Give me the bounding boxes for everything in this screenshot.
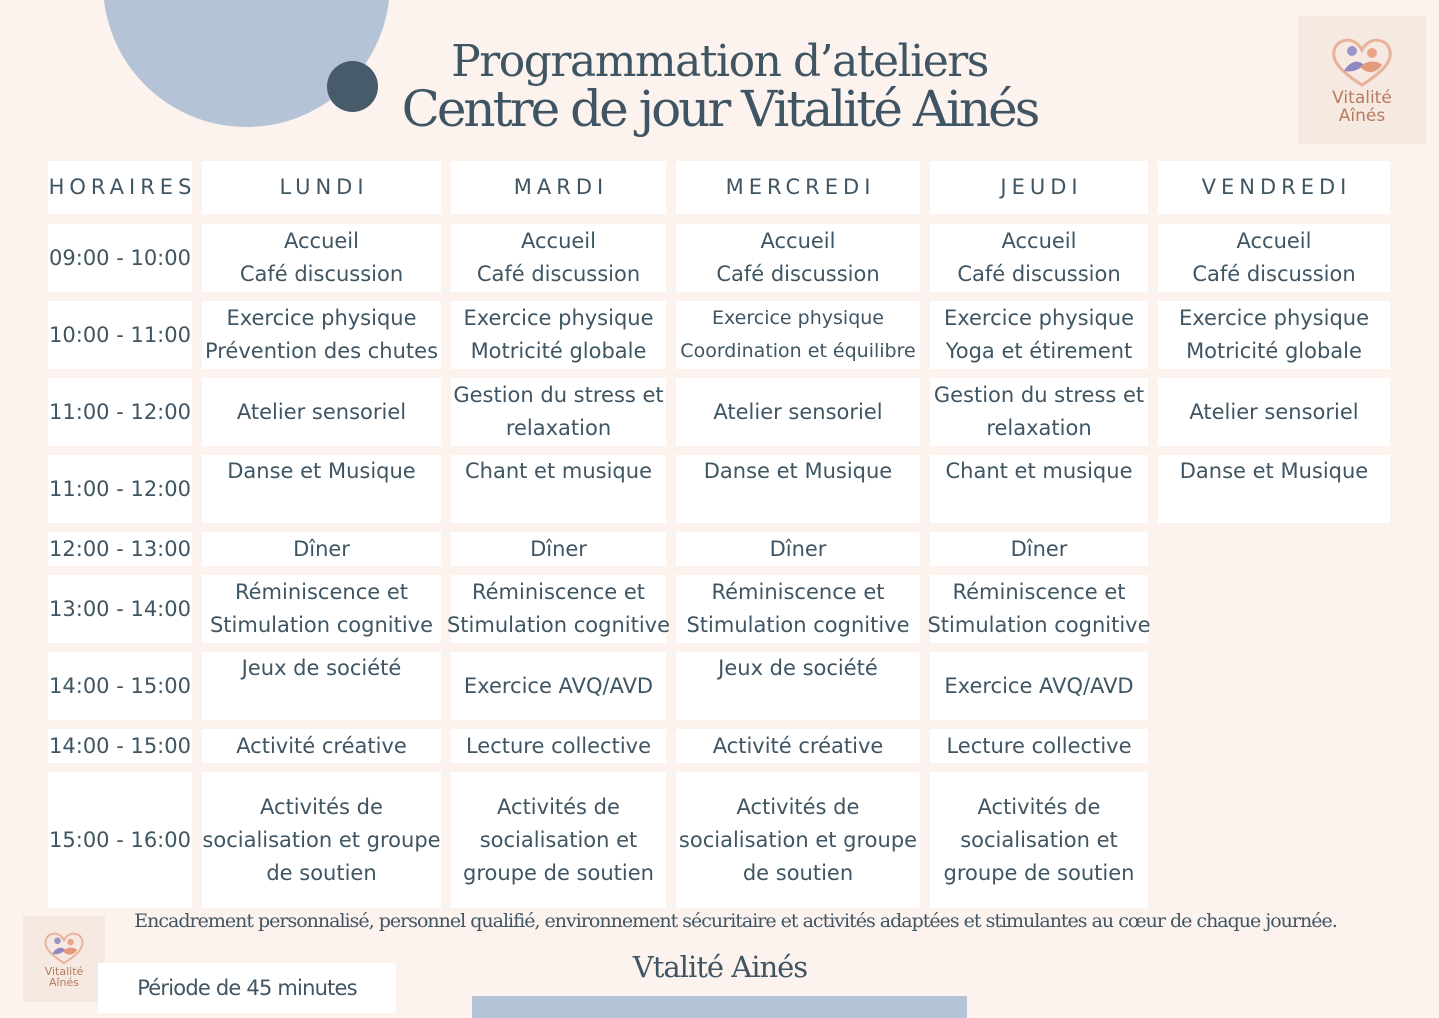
activity-line: Gestion du stress et bbox=[933, 383, 1145, 407]
activity-text bbox=[463, 791, 654, 890]
activity-text bbox=[1179, 302, 1369, 368]
activity-cell-vendredi bbox=[1158, 301, 1390, 369]
activity-cell-lundi bbox=[202, 301, 441, 369]
activity-line: Accueil bbox=[1001, 229, 1077, 253]
activity-line: Activité créative bbox=[236, 733, 407, 758]
activity-line: Atelier sensoriel bbox=[1189, 399, 1359, 424]
page-title-line2: Centre de jour Vitalité Ainés bbox=[401, 80, 1038, 138]
activity-text bbox=[680, 302, 915, 368]
activity-cell-mardi bbox=[451, 224, 666, 292]
activity-line: Dîner bbox=[1010, 536, 1068, 561]
activity-line: Gestion du stress et bbox=[453, 383, 664, 407]
activity-line: Atelier sensoriel bbox=[236, 399, 407, 424]
period-note: Période de 45 minutes bbox=[98, 963, 396, 1013]
activity-text bbox=[237, 396, 406, 429]
activity-cell-mercredi bbox=[676, 532, 920, 566]
activity-text bbox=[240, 225, 403, 291]
activity-line: Prévention des chutes bbox=[204, 339, 439, 363]
activity-cell-mercredi bbox=[676, 301, 920, 369]
heart-people-icon bbox=[43, 930, 85, 966]
activity-line: Café discussion bbox=[716, 262, 880, 286]
activity-cell-lundi bbox=[202, 575, 441, 643]
activity-cell-vendredi bbox=[1158, 455, 1390, 523]
activity-line: Yoga et étirement bbox=[945, 339, 1133, 363]
activity-line: Accueil bbox=[760, 229, 836, 253]
activity-text bbox=[293, 533, 350, 566]
activity-text bbox=[1189, 396, 1358, 429]
column-header-mardi: MARDI bbox=[451, 161, 666, 214]
activity-cell-jeudi bbox=[930, 455, 1148, 523]
activity-cell-mercredi bbox=[676, 575, 920, 643]
activity-cell-mercredi bbox=[676, 652, 920, 720]
activity-text bbox=[227, 455, 415, 488]
activity-cell-jeudi bbox=[930, 729, 1148, 763]
logo-small-line1: Vitalité bbox=[44, 965, 84, 978]
activity-line: Réminiscence et bbox=[471, 580, 645, 604]
activity-text bbox=[718, 652, 878, 685]
activity-line: Réminiscence et bbox=[234, 580, 408, 604]
activity-text bbox=[465, 455, 652, 488]
activity-text bbox=[210, 576, 433, 642]
logo-line2: Aînés bbox=[1338, 106, 1386, 126]
activity-cell-vendredi bbox=[1158, 224, 1390, 292]
activity-line: Motricité globale bbox=[470, 339, 647, 363]
column-header-horaires: HORAIRES bbox=[48, 161, 192, 214]
activity-line: Activité créative bbox=[712, 733, 884, 758]
activity-cell-lundi bbox=[202, 652, 441, 720]
activity-cell-jeudi bbox=[930, 652, 1148, 720]
activity-cell-jeudi bbox=[930, 772, 1148, 908]
time-slot: 14:00 - 15:00 bbox=[48, 729, 192, 763]
activity-cell-lundi bbox=[202, 378, 441, 446]
activity-line: Lecture collective bbox=[946, 733, 1132, 758]
activity-text bbox=[946, 730, 1131, 763]
activity-line: relaxation bbox=[986, 416, 1092, 440]
activity-text bbox=[770, 533, 827, 566]
activity-text bbox=[716, 225, 879, 291]
activity-text bbox=[447, 576, 670, 642]
activity-line: groupe de soutien bbox=[943, 860, 1135, 885]
activity-text bbox=[1011, 533, 1068, 566]
activity-line: Accueil bbox=[283, 229, 359, 253]
activity-line: Atelier sensoriel bbox=[713, 399, 883, 424]
activity-line: Dîner bbox=[530, 536, 587, 561]
activity-cell-jeudi bbox=[930, 378, 1148, 446]
activity-line: de soutien bbox=[742, 860, 854, 885]
activity-cell-mercredi bbox=[676, 729, 920, 763]
time-slot: 13:00 - 14:00 bbox=[48, 575, 192, 643]
activity-line: Jeux de société bbox=[241, 656, 402, 680]
activity-line: Stimulation cognitive bbox=[686, 613, 910, 637]
activity-line: Chant et musique bbox=[465, 459, 652, 483]
time-slot: 14:00 - 15:00 bbox=[48, 652, 192, 720]
activity-cell-mercredi bbox=[676, 455, 920, 523]
activity-line: Danse et Musique bbox=[227, 459, 416, 483]
activity-cell-mercredi bbox=[676, 378, 920, 446]
activity-text bbox=[463, 302, 653, 368]
activity-line: Stimulation cognitive bbox=[209, 613, 434, 637]
activity-line: Accueil bbox=[520, 229, 596, 253]
activity-line: Danse et Musique bbox=[703, 459, 893, 483]
activity-text bbox=[944, 791, 1135, 890]
column-header-jeudi: JEUDI bbox=[930, 161, 1148, 214]
activity-cell-mardi bbox=[451, 729, 666, 763]
time-slot: 09:00 - 10:00 bbox=[48, 224, 192, 292]
activity-line: Activités de bbox=[497, 794, 620, 819]
activity-line: Exercice physique bbox=[226, 306, 417, 330]
activity-text bbox=[205, 302, 438, 368]
activity-cell-mardi bbox=[451, 652, 666, 720]
activity-cell-jeudi bbox=[930, 224, 1148, 292]
footer-tagline: Encadrement personnalisé, personnel qualifié, environnement sécuritaire et activités adaptées et stimulantes au cœur de chaque journée. bbox=[134, 910, 1337, 932]
activity-text bbox=[477, 225, 640, 291]
activity-text bbox=[686, 576, 909, 642]
activity-text bbox=[530, 533, 587, 566]
activity-line: Café discussion bbox=[476, 262, 641, 286]
activity-text bbox=[957, 225, 1120, 291]
activity-cell-mercredi bbox=[676, 224, 920, 292]
activity-line: relaxation bbox=[505, 416, 612, 440]
activity-cell-mardi bbox=[446, 575, 671, 643]
logo bbox=[1298, 16, 1426, 144]
activity-line: socialisation et groupe bbox=[202, 827, 441, 852]
activity-cell-mardi bbox=[451, 455, 666, 523]
activity-line: Exercice physique bbox=[943, 306, 1135, 330]
activity-cell-jeudi bbox=[930, 532, 1148, 566]
activity-cell-lundi bbox=[202, 455, 441, 523]
activity-line: Jeux de société bbox=[718, 656, 878, 680]
activity-text bbox=[1192, 225, 1355, 291]
activity-text bbox=[944, 670, 1133, 703]
logo-small-line2: Aînés bbox=[48, 976, 80, 989]
activity-line: Réminiscence et bbox=[952, 580, 1126, 604]
activity-cell-jeudi bbox=[927, 575, 1151, 643]
activity-line: socialisation et bbox=[479, 827, 638, 852]
column-header-mercredi: MERCREDI bbox=[676, 161, 920, 214]
activity-line: Café discussion bbox=[957, 262, 1121, 286]
column-header-lundi: LUNDI bbox=[202, 161, 441, 214]
logo-small bbox=[23, 916, 105, 1002]
activity-text bbox=[944, 302, 1134, 368]
activity-cell-lundi bbox=[202, 532, 441, 566]
activity-line: Activités de bbox=[736, 794, 860, 819]
activity-line: Exercice AVQ/AVD bbox=[944, 673, 1134, 698]
activity-line: Exercice AVQ/AVD bbox=[463, 673, 654, 698]
activity-text bbox=[934, 379, 1144, 445]
column-header-vendredi: VENDREDI bbox=[1158, 161, 1390, 214]
activity-text bbox=[679, 791, 917, 890]
time-slot: 11:00 - 12:00 bbox=[48, 378, 192, 446]
time-slot: 12:00 - 13:00 bbox=[48, 532, 192, 566]
activity-text bbox=[466, 730, 651, 763]
decorative-bottom-bar bbox=[472, 996, 967, 1018]
activity-text bbox=[236, 730, 407, 763]
activity-text bbox=[713, 730, 884, 763]
activity-text bbox=[946, 455, 1133, 488]
activity-line: Dîner bbox=[293, 536, 350, 561]
activity-line: Café discussion bbox=[239, 262, 404, 286]
activity-line: groupe de soutien bbox=[463, 860, 654, 885]
time-slot: 10:00 - 11:00 bbox=[48, 301, 192, 369]
activity-line: Chant et musique bbox=[945, 459, 1133, 483]
brand-name: Vtalité Ainés bbox=[632, 950, 808, 984]
activity-line: Réminiscence et bbox=[711, 580, 885, 604]
activity-line: Activités de bbox=[977, 794, 1101, 819]
activity-line: Accueil bbox=[1236, 229, 1312, 253]
activity-line: Café discussion bbox=[1192, 262, 1356, 286]
activity-line: de soutien bbox=[266, 860, 377, 885]
activity-line: socialisation et groupe bbox=[678, 827, 918, 852]
time-slot: 11:00 - 12:00 bbox=[48, 455, 192, 523]
logo-line1: Vitalité bbox=[1332, 88, 1392, 108]
activity-cell-mercredi bbox=[676, 772, 920, 908]
activity-line: Stimulation cognitive bbox=[927, 613, 1151, 637]
activity-text bbox=[464, 670, 653, 703]
activity-line: Motricité globale bbox=[1186, 339, 1362, 363]
activity-line: Coordination et équilibre bbox=[680, 340, 916, 362]
activity-line: Exercice physique bbox=[712, 307, 884, 329]
activity-text bbox=[202, 791, 440, 890]
activity-line: Lecture collective bbox=[465, 733, 652, 758]
activity-text bbox=[927, 576, 1150, 642]
activity-text bbox=[713, 396, 882, 429]
activity-line: Danse et Musique bbox=[1179, 459, 1369, 483]
activity-cell-mardi bbox=[451, 301, 666, 369]
activity-text bbox=[1180, 455, 1368, 488]
activity-cell-lundi bbox=[202, 772, 441, 908]
activity-cell-mardi bbox=[451, 532, 666, 566]
activity-line: Stimulation cognitive bbox=[446, 613, 671, 637]
activity-cell-jeudi bbox=[930, 301, 1148, 369]
time-slot: 15:00 - 16:00 bbox=[48, 772, 192, 908]
activity-line: Exercice physique bbox=[1178, 306, 1370, 330]
activity-cell-lundi bbox=[202, 224, 441, 292]
activity-cell-lundi bbox=[202, 729, 441, 763]
activity-text bbox=[453, 379, 663, 445]
activity-cell-mardi bbox=[451, 772, 666, 908]
activity-line: Exercice physique bbox=[463, 306, 654, 330]
activity-cell-mardi bbox=[451, 378, 666, 446]
activity-line: Dîner bbox=[769, 536, 827, 561]
activity-text bbox=[242, 652, 402, 685]
activity-text bbox=[704, 455, 892, 488]
activity-line: socialisation et bbox=[960, 827, 1118, 852]
heart-people-icon bbox=[1330, 35, 1394, 89]
activity-line: Activités de bbox=[260, 794, 383, 819]
page-title-line1: Programmation d’ateliers bbox=[451, 36, 988, 87]
activity-cell-vendredi bbox=[1158, 378, 1390, 446]
